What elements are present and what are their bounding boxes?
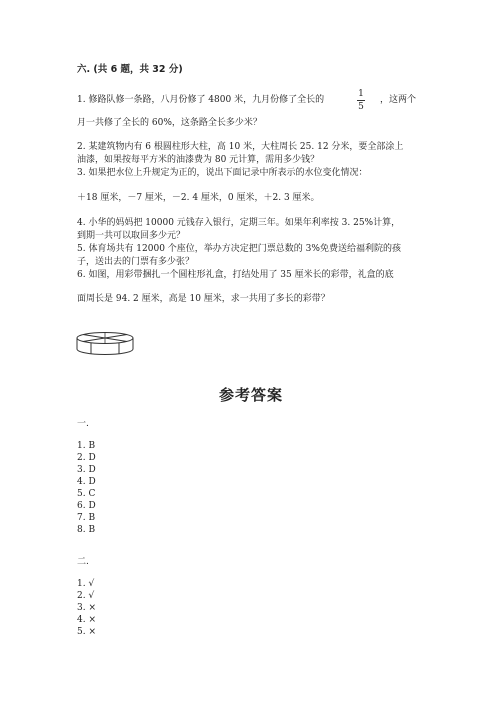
fraction-denominator: 5 [358,102,364,112]
question-4-line-2: 到期一共可以取回多少元？ [77,231,186,241]
question-4-line-1: 4. 小华的妈妈把 10000 元钱存入银行，定期三年。如果年利率按 3. 25%计算， [77,218,401,228]
answer-1-8: 8. B [77,525,96,535]
question-6-line-2: 面周长是 94. 2 厘米，高是 10 厘米，求一共用了多长的彩带？ [77,294,330,304]
question-6-line-1: 6. 如图，用彩带捆扎一个圆柱形礼盒，打结处用了 35 厘米长的彩带，礼盒的底 [77,270,394,280]
answers-part-1-heading: 一. [77,419,89,429]
question-5-line-2: 子，送出去的门票有多少张？ [77,257,195,267]
question-1-line-2: 月一共修了全长的 60%，这条路全长多少米？ [77,118,262,128]
answer-2-4: 4. × [77,615,96,625]
question-2-line-2: 油漆，如果按每平方米的油漆费为 80 元计算，需用多少钱？ [77,155,320,165]
answer-1-4: 4. D [77,477,96,487]
answers-part-2-heading: 二. [77,557,89,567]
answers-title: 参考答案 [219,386,284,404]
question-1-line-1-end: ，这两个 [380,95,417,105]
answer-2-2: 2. √ [77,591,95,601]
answer-1-2: 2. D [77,453,96,463]
fraction-bar [357,100,365,101]
answer-1-3: 3. D [77,465,96,475]
section-title: 六. (共 6 题，共 32 分) [77,64,183,75]
question-5-line-1: 5. 体育场共有 12000 个座位，举办方决定把门票总数的 3%免费送给福利院的孩 [77,244,401,254]
question-3-line-2: ＋18 厘米，－7 厘米，－2. 4 厘米，0 厘米，＋2. 3 厘米。 [77,193,320,203]
answer-2-1: 1. √ [77,579,95,589]
answer-2-3: 3. × [77,603,96,613]
answer-1-7: 7. B [77,513,96,523]
question-3-line-1: 3. 如果把水位上升规定为正的，说出下面记录中所表示的水位变化情况： [77,168,368,178]
answer-1-6: 6. D [77,501,96,511]
fraction-numerator: 1 [358,89,364,99]
answer-2-5: 5. × [77,627,96,637]
answer-1-5: 5. C [77,489,96,499]
question-2-line-1: 2. 某建筑物内有 6 根圆柱形大柱，高 10 米，大柱周长 25. 12 分米，要全部涂上 [77,142,404,152]
cylinder-gift-box-figure [74,330,136,358]
answer-1-1: 1. B [77,441,96,451]
question-1-line-1: 1. 修路队修一条路，八月份修了 4800 米，九月份修了全长的 [77,95,325,105]
